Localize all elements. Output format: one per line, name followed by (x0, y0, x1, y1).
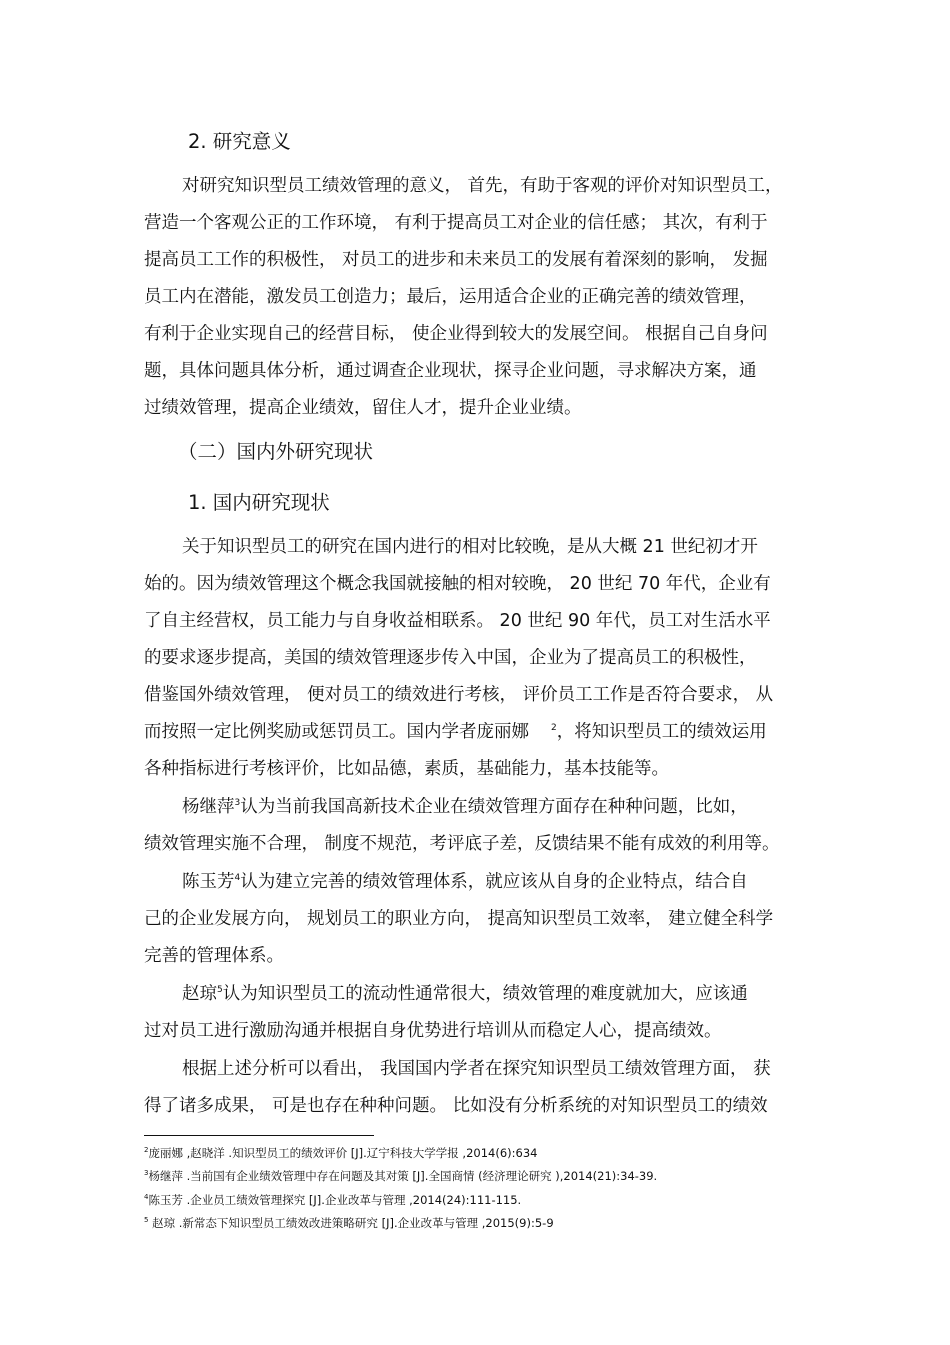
chapter-heading-research-status: （二）国内外研究现状 (178, 440, 374, 463)
author-name: 陈玉芳 (182, 872, 235, 892)
paragraph-line (182, 982, 748, 1006)
paragraph-line: 关于知识型员工的研究在国内进行的相对比较晚，是从大概 21 世纪初才开 (182, 537, 758, 557)
paragraph-line: 得了诸多成果， 可是也存在种种问题。 比如没有分析系统的对知识型员工的绩效 (144, 1096, 768, 1116)
paragraph-line: 过对员工进行激励沟通并根据自身优势进行培训从而稳定人心，提高绩效。 (144, 1021, 722, 1041)
paragraph-line: 题，具体问题具体分析，通过调查企业现状，探寻企业问题，寻求解决方案，通 (144, 361, 757, 381)
paragraph-line: 各种指标进行考核评价，比如品德，素质，基础能力，基本技能等。 (144, 759, 669, 779)
paragraph-line: 始的。因为绩效管理这个概念我国就接触的相对较晚， 20 世纪 70 年代，企业有 (144, 574, 771, 594)
footnote (144, 1168, 657, 1184)
text-span: ，将知识型员工的绩效运用 (556, 722, 767, 742)
paragraph-line: 营造一个客观公正的工作环境， 有利于提高员工对企业的信任感； 其次，有利于 (144, 213, 768, 233)
footnote-text: 陈玉芳 .企业员工绩效管理探究 [J].企业改革与管理 ,2014(24):111-115. (148, 1193, 522, 1207)
footnote-ref-2: 2 (551, 723, 557, 733)
paragraph-line: 员工内在潜能，激发员工创造力；最后，运用适合企业的正确完善的绩效管理， (144, 287, 757, 307)
paragraph-line: 根据上述分析可以看出， 我国国内学者在探究知识型员工绩效管理方面， 获 (182, 1059, 771, 1079)
footnote-mark: 5 (144, 1216, 149, 1224)
author-name: 赵琼 (182, 984, 217, 1004)
paragraph-line: 有利于企业实现自己的经营目标， 使企业得到较大的发展空间。 根据自己自身问 (144, 324, 768, 344)
footnote-text: 杨继萍 .当前国有企业绩效管理中存在问题及其对策 [J].全国商情 (经济理论研究 ),2014(21):34-39. (148, 1169, 658, 1183)
paragraph-line: 了自主经营权，员工能力与自身收益相联系。 20 世纪 90 年代，员工对生活水平 (144, 611, 771, 631)
paragraph-line: 提高员工工作的积极性， 对员工的进步和未来员工的发展有着深刻的影响， 发掘 (144, 250, 768, 270)
footnote-text: 赵琼 .新常态下知识型员工绩效改进策略研究 [J].企业改革与管理 ,2015(9):5-9 (148, 1216, 554, 1230)
paragraph-line: 绩效管理实施不合理， 制度不规范，考评底子差，反馈结果不能有成效的利用等。 (144, 834, 780, 854)
footnote (144, 1215, 554, 1231)
footnote-divider (144, 1135, 374, 1136)
section-heading-research-significance: 2. 研究意义 (188, 130, 291, 153)
paragraph-line: 完善的管理体系。 (144, 946, 284, 966)
paragraph-line (182, 870, 748, 894)
footnote-mark: 3 (144, 1169, 149, 1177)
author-name: 杨继萍 (182, 797, 235, 817)
footnote-ref-5: 5 (217, 985, 223, 995)
footnote-mark: 4 (144, 1193, 149, 1201)
footnote (144, 1192, 521, 1208)
paragraph-line (144, 720, 767, 744)
text-span: 认为知识型员工的流动性通常很大，绩效管理的难度就加大，应该通 (222, 984, 748, 1004)
paragraph-line (182, 795, 748, 819)
paragraph-line: 的要求逐步提高，美国的绩效管理逐步传入中国，企业为了提高员工的积极性， (144, 648, 757, 668)
paragraph-line: 借鉴国外绩效管理， 便对员工的绩效进行考核， 评价员工工作是否符合要求， 从 (144, 685, 774, 705)
text-span: 而按照一定比例奖励或惩罚员工。国内学者庞丽娜 (144, 722, 529, 742)
footnote-ref-4: 4 (234, 873, 241, 883)
footnote (144, 1145, 537, 1161)
paragraph-line: 对研究知识型员工绩效管理的意义， 首先，有助于客观的评价对知识型员工， (182, 176, 783, 196)
footnote-text: 庞丽娜 ,赵晓洋 .知识型员工的绩效评价 [J].辽宁科技大学学报 ,2014(6):634 (148, 1146, 538, 1160)
text-span: 认为当前我国高新技术企业在绩效管理方面存在种种问题，比如， (240, 797, 748, 817)
paragraph-line: 过绩效管理，提高企业绩效，留住人才，提升企业业绩。 (144, 398, 582, 418)
text-span: 认为建立完善的绩效管理体系，就应该从自身的企业特点，结合自 (240, 872, 748, 892)
footnote-ref-3: 3 (234, 798, 241, 808)
footnote-mark: 2 (144, 1146, 149, 1154)
section-heading-domestic-status: 1. 国内研究现状 (188, 491, 330, 514)
paragraph-line: 己的企业发展方向， 规划员工的职业方向， 提高知识型员工效率， 建立健全科学 (144, 909, 774, 929)
